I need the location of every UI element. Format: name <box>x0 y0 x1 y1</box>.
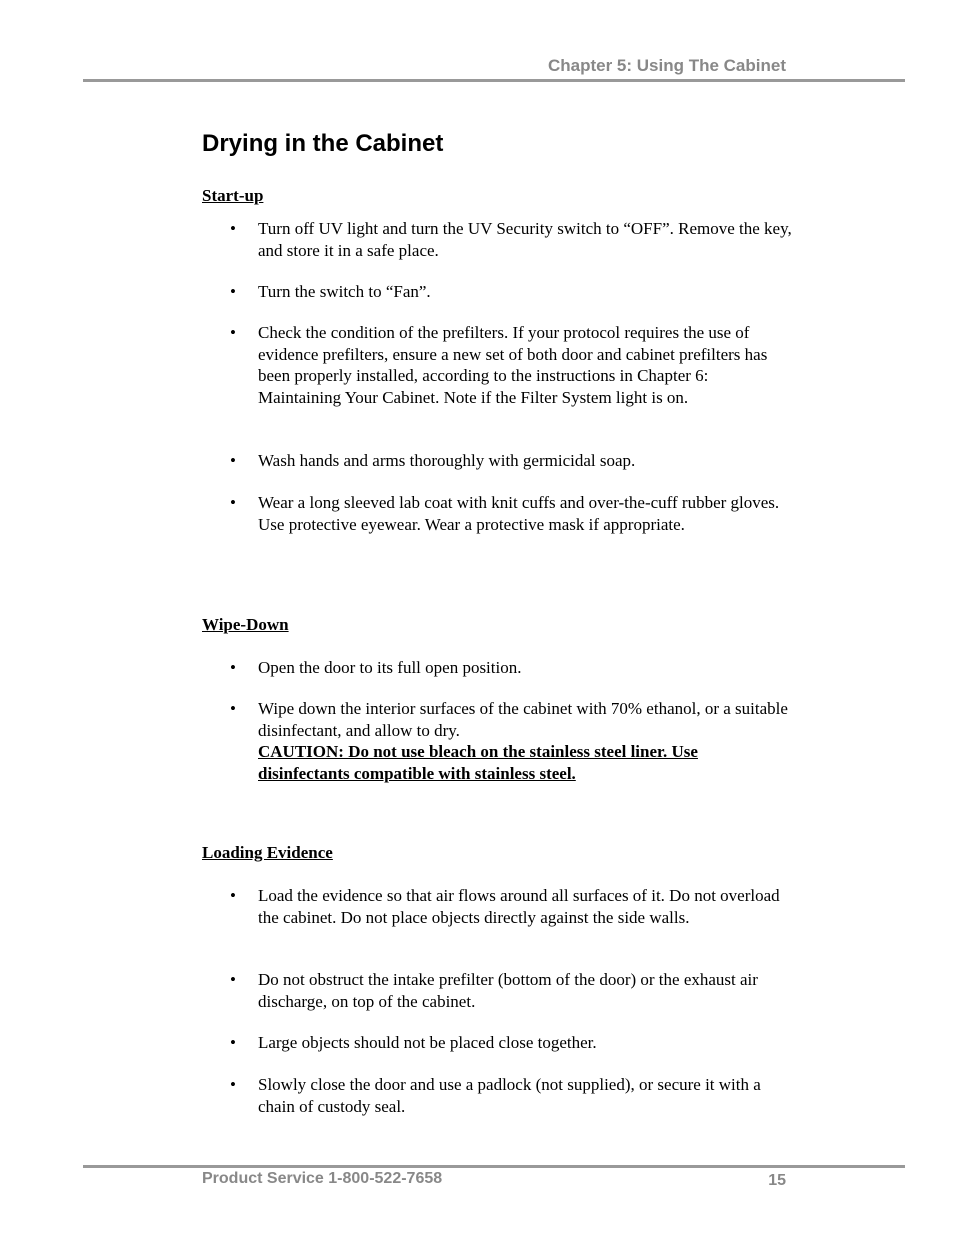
list-item: • Slowly close the door and use a padlock (not supplied), or secure it with a chain of custody seal. <box>258 1074 793 1117</box>
footer-rule <box>83 1165 905 1168</box>
section-heading-startup: Start-up <box>202 186 264 205</box>
section-heading-loading: Loading Evidence <box>202 843 333 862</box>
list-item: • Load the evidence so that air flows around all surfaces of it. Do not overload the cabinet. Do not place objects directly against the side walls. <box>258 885 793 928</box>
section-heading-wipedown: Wipe-Down <box>202 615 289 634</box>
list-item: • Do not obstruct the intake prefilter (bottom of the door) or the exhaust air discharge, on top of the cabinet. <box>258 969 793 1012</box>
product-service-phone: Product Service 1-800-522-7658 <box>202 1170 443 1187</box>
chapter-title: Chapter 5: Using The Cabinet <box>547 56 786 75</box>
caution-note: CAUTION: Do not use bleach on the stainless steel liner. Use disinfectants compatible with stainless steel. <box>258 742 698 783</box>
list-item: • Wash hands and arms thoroughly with germicidal soap. <box>258 450 793 472</box>
list-item: • Turn the switch to “Fan”. <box>258 281 793 303</box>
list-item-text: Wipe down the interior surfaces of the cabinet with 70% ethanol, or a suitable disinfectant, and allow to dry. <box>258 699 788 740</box>
list-item <box>258 698 793 784</box>
list-item: • Open the door to its full open position. <box>258 657 793 679</box>
list-item: • Large objects should not be placed close together. <box>258 1032 793 1054</box>
list-item: • Turn off UV light and turn the UV Security switch to “OFF”. Remove the key, and store it in a safe place. <box>258 218 793 261</box>
page-title: Drying in the Cabinet <box>202 130 444 157</box>
header-rule <box>83 79 905 82</box>
page-number: 15 <box>768 1172 786 1189</box>
list-item: • Wear a long sleeved lab coat with knit cuffs and over-the-cuff rubber gloves. Use protective eyewear. Wear a protective mask if appropriate. <box>258 492 793 535</box>
list-item: • Check the condition of the prefilters. If your protocol requires the use of evidence prefilters, ensure a new set of both door and cabinet prefilters has been properly installed, according to the instructions in Chapter 6: Maintaining Your Cabinet. Note if the Filter System light is on. <box>258 322 793 408</box>
